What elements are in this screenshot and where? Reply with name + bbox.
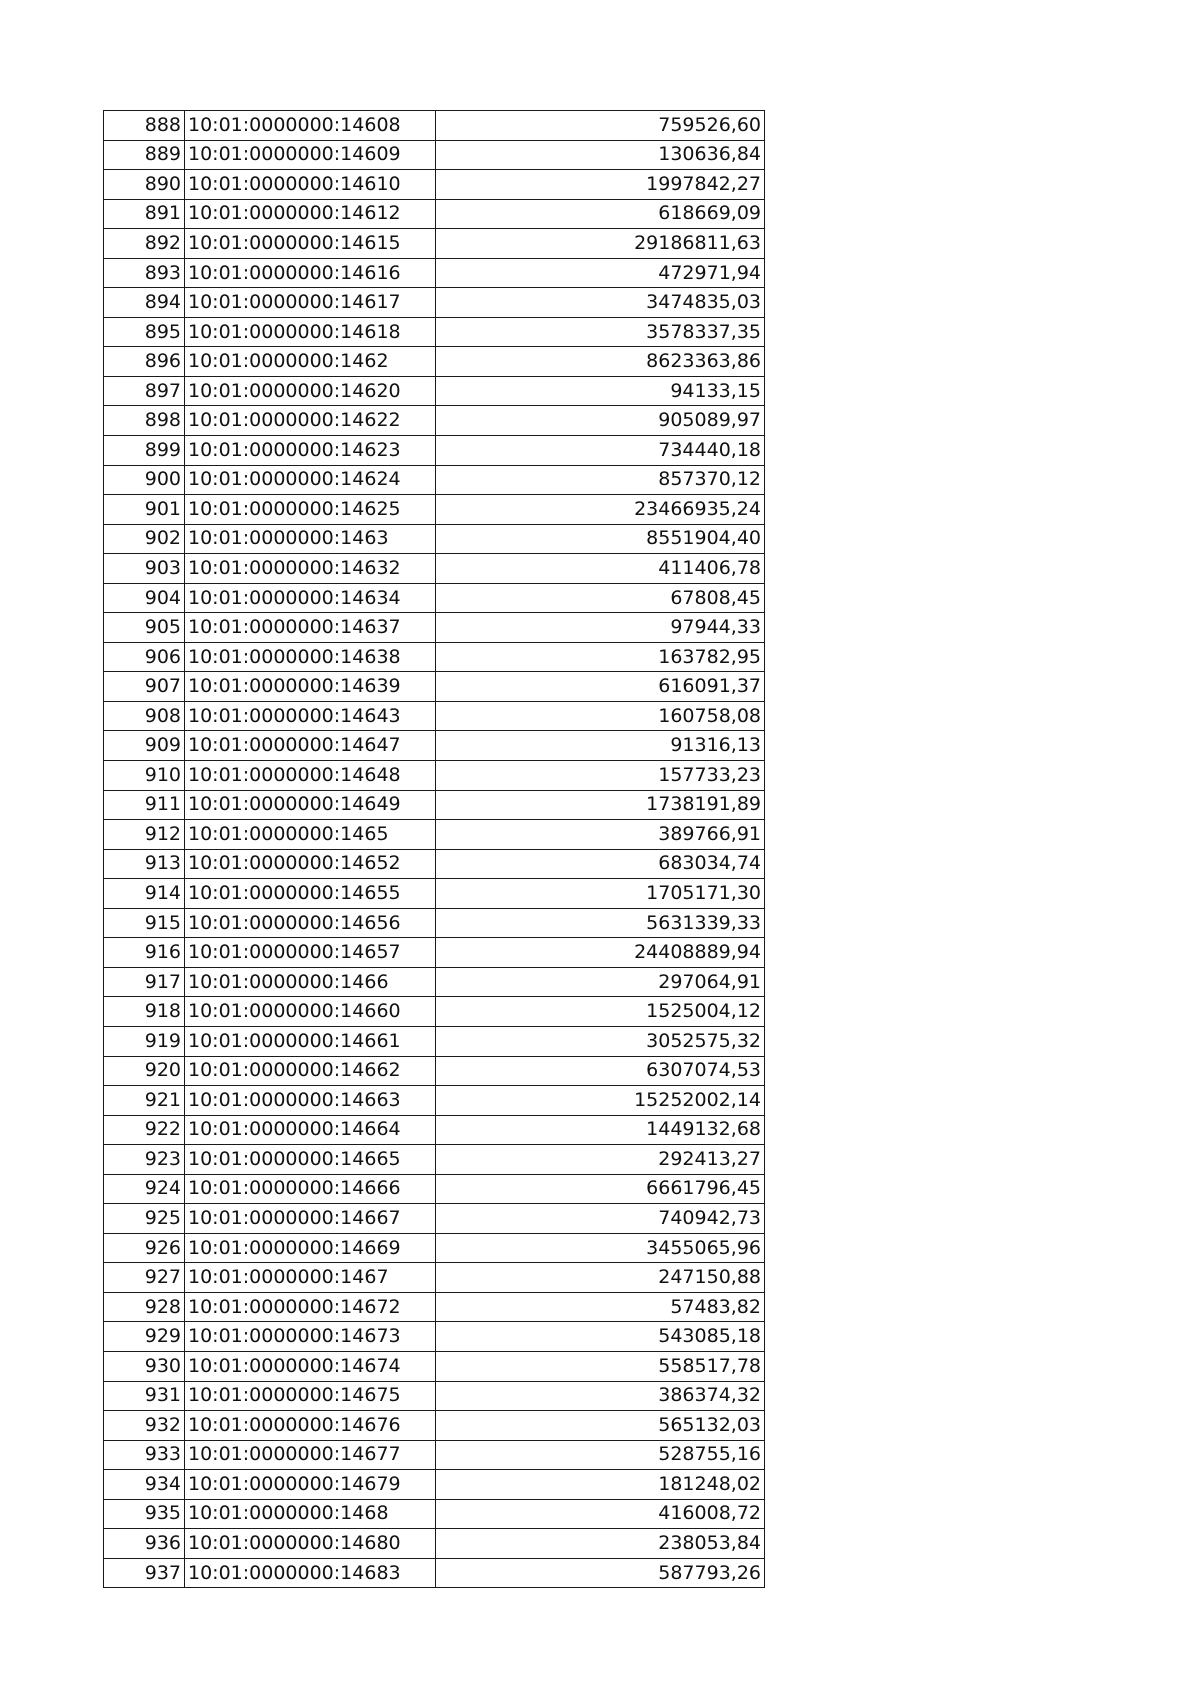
- row-number: 894: [104, 288, 185, 318]
- cadastral-number: 10:01:0000000:14643: [185, 701, 436, 731]
- cadastral-number: 10:01:0000000:14683: [185, 1558, 436, 1588]
- cadastral-value: 618669,09: [436, 199, 765, 229]
- cadastral-number: 10:01:0000000:14652: [185, 849, 436, 879]
- cadastral-number: 10:01:0000000:14610: [185, 170, 436, 200]
- row-number: 932: [104, 1411, 185, 1441]
- cadastral-value: 29186811,63: [436, 229, 765, 259]
- cadastral-value: 24408889,94: [436, 938, 765, 968]
- cadastral-number: 10:01:0000000:14661: [185, 1026, 436, 1056]
- row-number: 906: [104, 642, 185, 672]
- row-number: 929: [104, 1322, 185, 1352]
- cadastral-value: 160758,08: [436, 701, 765, 731]
- table-row: [104, 1174, 765, 1204]
- row-number: 912: [104, 820, 185, 850]
- table-row: [104, 436, 765, 466]
- cadastral-number: 10:01:0000000:14680: [185, 1529, 436, 1559]
- table-row: [104, 731, 765, 761]
- cadastral-number: 10:01:0000000:14656: [185, 908, 436, 938]
- cadastral-number: 10:01:0000000:14664: [185, 1115, 436, 1145]
- cadastral-value: 97944,33: [436, 613, 765, 643]
- cadastral-number: 10:01:0000000:14638: [185, 642, 436, 672]
- cadastral-number: 10:01:0000000:14679: [185, 1470, 436, 1500]
- table-row: [104, 347, 765, 377]
- row-number: 911: [104, 790, 185, 820]
- cadastral-number: 10:01:0000000:14677: [185, 1440, 436, 1470]
- row-number: 920: [104, 1056, 185, 1086]
- row-number: 918: [104, 997, 185, 1027]
- cadastral-value: 3455065,96: [436, 1233, 765, 1263]
- cadastral-value-table: [103, 110, 765, 1588]
- cadastral-value: 386374,32: [436, 1381, 765, 1411]
- cadastral-value: 857370,12: [436, 465, 765, 495]
- table-row: [104, 170, 765, 200]
- cadastral-value: 1525004,12: [436, 997, 765, 1027]
- cadastral-value: 416008,72: [436, 1499, 765, 1529]
- cadastral-value: 94133,15: [436, 376, 765, 406]
- table-row: [104, 495, 765, 525]
- cadastral-number: 10:01:0000000:1467: [185, 1263, 436, 1293]
- cadastral-value: 5631339,33: [436, 908, 765, 938]
- table-row: [104, 642, 765, 672]
- table-row: [104, 554, 765, 584]
- cadastral-value: 683034,74: [436, 849, 765, 879]
- cadastral-value: 238053,84: [436, 1529, 765, 1559]
- row-number: 933: [104, 1440, 185, 1470]
- table-row: [104, 229, 765, 259]
- row-number: 905: [104, 613, 185, 643]
- table-row: [104, 1115, 765, 1145]
- table-row: [104, 524, 765, 554]
- cadastral-value: 3474835,03: [436, 288, 765, 318]
- cadastral-number: 10:01:0000000:14672: [185, 1292, 436, 1322]
- cadastral-value: 759526,60: [436, 111, 765, 141]
- row-number: 934: [104, 1470, 185, 1500]
- cadastral-number: 10:01:0000000:14608: [185, 111, 436, 141]
- row-number: 924: [104, 1174, 185, 1204]
- table-row: [104, 997, 765, 1027]
- cadastral-value: 587793,26: [436, 1558, 765, 1588]
- table-row: [104, 908, 765, 938]
- cadastral-value: 905089,97: [436, 406, 765, 436]
- cadastral-value: 163782,95: [436, 642, 765, 672]
- row-number: 891: [104, 199, 185, 229]
- cadastral-value: 157733,23: [436, 761, 765, 791]
- table-row: [104, 849, 765, 879]
- table-row: [104, 1470, 765, 1500]
- row-number: 931: [104, 1381, 185, 1411]
- row-number: 897: [104, 376, 185, 406]
- cadastral-number: 10:01:0000000:14609: [185, 140, 436, 170]
- cadastral-number: 10:01:0000000:1463: [185, 524, 436, 554]
- cadastral-value: 130636,84: [436, 140, 765, 170]
- table-row: [104, 1529, 765, 1559]
- cadastral-number: 10:01:0000000:14623: [185, 436, 436, 466]
- row-number: 890: [104, 170, 185, 200]
- row-number: 930: [104, 1351, 185, 1381]
- cadastral-value: 528755,16: [436, 1440, 765, 1470]
- cadastral-value: 91316,13: [436, 731, 765, 761]
- row-number: 926: [104, 1233, 185, 1263]
- row-number: 916: [104, 938, 185, 968]
- table-row: [104, 1204, 765, 1234]
- cadastral-number: 10:01:0000000:14648: [185, 761, 436, 791]
- cadastral-number: 10:01:0000000:14660: [185, 997, 436, 1027]
- table-row: [104, 1056, 765, 1086]
- cadastral-value: 6307074,53: [436, 1056, 765, 1086]
- table-body: [104, 111, 765, 1588]
- cadastral-number: 10:01:0000000:14612: [185, 199, 436, 229]
- cadastral-value: 8551904,40: [436, 524, 765, 554]
- row-number: 899: [104, 436, 185, 466]
- row-number: 908: [104, 701, 185, 731]
- table-row: [104, 258, 765, 288]
- table-row: [104, 1145, 765, 1175]
- cadastral-number: 10:01:0000000:14657: [185, 938, 436, 968]
- table-row: [104, 465, 765, 495]
- cadastral-number: 10:01:0000000:14615: [185, 229, 436, 259]
- row-number: 901: [104, 495, 185, 525]
- row-number: 907: [104, 672, 185, 702]
- cadastral-number: 10:01:0000000:1468: [185, 1499, 436, 1529]
- row-number: 909: [104, 731, 185, 761]
- row-number: 937: [104, 1558, 185, 1588]
- cadastral-value: 247150,88: [436, 1263, 765, 1293]
- cadastral-value: 1449132,68: [436, 1115, 765, 1145]
- row-number: 921: [104, 1086, 185, 1116]
- row-number: 935: [104, 1499, 185, 1529]
- cadastral-value: 67808,45: [436, 583, 765, 613]
- table-row: [104, 140, 765, 170]
- table-row: [104, 406, 765, 436]
- row-number: 902: [104, 524, 185, 554]
- cadastral-number: 10:01:0000000:14639: [185, 672, 436, 702]
- cadastral-number: 10:01:0000000:14625: [185, 495, 436, 525]
- row-number: 927: [104, 1263, 185, 1293]
- table-row: [104, 761, 765, 791]
- cadastral-number: 10:01:0000000:14632: [185, 554, 436, 584]
- cadastral-value: 181248,02: [436, 1470, 765, 1500]
- row-number: 895: [104, 317, 185, 347]
- cadastral-number: 10:01:0000000:14618: [185, 317, 436, 347]
- row-number: 888: [104, 111, 185, 141]
- cadastral-value: 3052575,32: [436, 1026, 765, 1056]
- cadastral-value: 15252002,14: [436, 1086, 765, 1116]
- cadastral-number: 10:01:0000000:14634: [185, 583, 436, 613]
- table-row: [104, 288, 765, 318]
- row-number: 925: [104, 1204, 185, 1234]
- row-number: 903: [104, 554, 185, 584]
- cadastral-value: 411406,78: [436, 554, 765, 584]
- table-row: [104, 1233, 765, 1263]
- cadastral-number: 10:01:0000000:14675: [185, 1381, 436, 1411]
- row-number: 914: [104, 879, 185, 909]
- cadastral-number: 10:01:0000000:14663: [185, 1086, 436, 1116]
- row-number: 913: [104, 849, 185, 879]
- cadastral-number: 10:01:0000000:1465: [185, 820, 436, 850]
- table-row: [104, 1263, 765, 1293]
- cadastral-number: 10:01:0000000:14665: [185, 1145, 436, 1175]
- table-row: [104, 1351, 765, 1381]
- table-row: [104, 967, 765, 997]
- row-number: 893: [104, 258, 185, 288]
- table-row: [104, 1499, 765, 1529]
- cadastral-number: 10:01:0000000:14624: [185, 465, 436, 495]
- table-row: [104, 111, 765, 141]
- cadastral-number: 10:01:0000000:14622: [185, 406, 436, 436]
- row-number: 928: [104, 1292, 185, 1322]
- row-number: 898: [104, 406, 185, 436]
- row-number: 892: [104, 229, 185, 259]
- cadastral-value: 1738191,89: [436, 790, 765, 820]
- cadastral-value: 292413,27: [436, 1145, 765, 1175]
- table-row: [104, 583, 765, 613]
- document-sheet: [103, 110, 765, 1588]
- table-row: [104, 1292, 765, 1322]
- cadastral-number: 10:01:0000000:1462: [185, 347, 436, 377]
- cadastral-value: 23466935,24: [436, 495, 765, 525]
- cadastral-number: 10:01:0000000:14617: [185, 288, 436, 318]
- table-row: [104, 672, 765, 702]
- cadastral-number: 10:01:0000000:14616: [185, 258, 436, 288]
- cadastral-number: 10:01:0000000:14662: [185, 1056, 436, 1086]
- cadastral-number: 10:01:0000000:14655: [185, 879, 436, 909]
- row-number: 936: [104, 1529, 185, 1559]
- cadastral-number: 10:01:0000000:14647: [185, 731, 436, 761]
- cadastral-number: 10:01:0000000:14674: [185, 1351, 436, 1381]
- cadastral-value: 472971,94: [436, 258, 765, 288]
- row-number: 922: [104, 1115, 185, 1145]
- row-number: 904: [104, 583, 185, 613]
- cadastral-number: 10:01:0000000:14649: [185, 790, 436, 820]
- table-row: [104, 199, 765, 229]
- cadastral-number: 10:01:0000000:14669: [185, 1233, 436, 1263]
- cadastral-number: 10:01:0000000:14666: [185, 1174, 436, 1204]
- table-row: [104, 820, 765, 850]
- row-number: 889: [104, 140, 185, 170]
- cadastral-number: 10:01:0000000:14667: [185, 1204, 436, 1234]
- row-number: 917: [104, 967, 185, 997]
- table-row: [104, 1411, 765, 1441]
- cadastral-number: 10:01:0000000:14676: [185, 1411, 436, 1441]
- table-row: [104, 1558, 765, 1588]
- row-number: 923: [104, 1145, 185, 1175]
- cadastral-value: 3578337,35: [436, 317, 765, 347]
- table-row: [104, 879, 765, 909]
- table-row: [104, 1026, 765, 1056]
- table-row: [104, 1086, 765, 1116]
- cadastral-value: 565132,03: [436, 1411, 765, 1441]
- cadastral-value: 1705171,30: [436, 879, 765, 909]
- cadastral-value: 543085,18: [436, 1322, 765, 1352]
- table-row: [104, 1322, 765, 1352]
- row-number: 919: [104, 1026, 185, 1056]
- cadastral-value: 297064,91: [436, 967, 765, 997]
- cadastral-value: 8623363,86: [436, 347, 765, 377]
- cadastral-value: 389766,91: [436, 820, 765, 850]
- table-row: [104, 1381, 765, 1411]
- row-number: 896: [104, 347, 185, 377]
- cadastral-value: 734440,18: [436, 436, 765, 466]
- table-row: [104, 613, 765, 643]
- cadastral-number: 10:01:0000000:1466: [185, 967, 436, 997]
- table-row: [104, 938, 765, 968]
- row-number: 910: [104, 761, 185, 791]
- cadastral-number: 10:01:0000000:14620: [185, 376, 436, 406]
- cadastral-value: 6661796,45: [436, 1174, 765, 1204]
- table-row: [104, 317, 765, 347]
- cadastral-value: 740942,73: [436, 1204, 765, 1234]
- table-row: [104, 701, 765, 731]
- cadastral-number: 10:01:0000000:14673: [185, 1322, 436, 1352]
- cadastral-number: 10:01:0000000:14637: [185, 613, 436, 643]
- cadastral-value: 558517,78: [436, 1351, 765, 1381]
- table-row: [104, 376, 765, 406]
- row-number: 900: [104, 465, 185, 495]
- cadastral-value: 57483,82: [436, 1292, 765, 1322]
- table-row: [104, 790, 765, 820]
- row-number: 915: [104, 908, 185, 938]
- cadastral-value: 1997842,27: [436, 170, 765, 200]
- cadastral-value: 616091,37: [436, 672, 765, 702]
- table-row: [104, 1440, 765, 1470]
